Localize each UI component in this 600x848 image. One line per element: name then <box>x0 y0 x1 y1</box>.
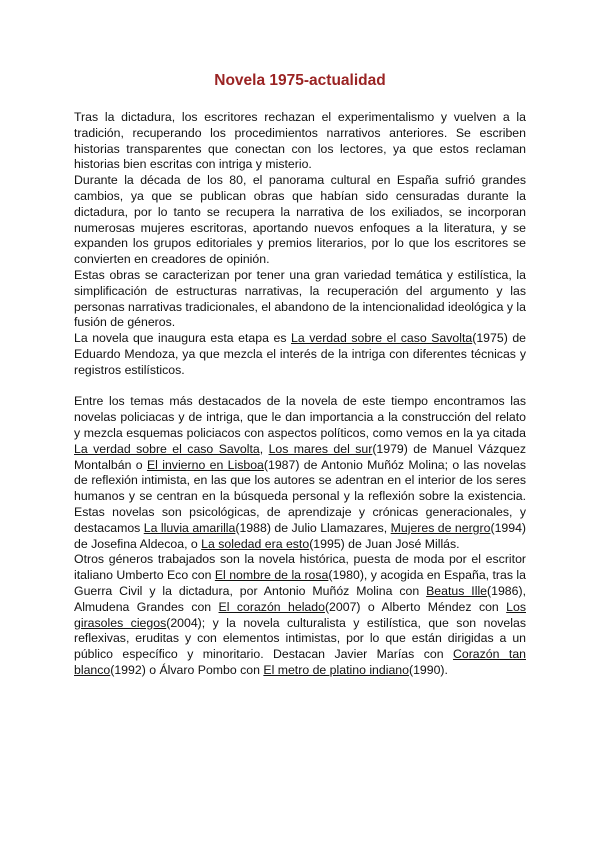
book-title: La soledad era esto <box>201 536 310 551</box>
book-title: Los mares del sur <box>268 441 373 456</box>
paragraph-text: Estas obras se caracterizan por tener una gran variedad temática y estilística, la simplificación de estructuras narrativas, la recuperación del argumento y las personas narrativas tradicionales, el abandono de la intencionalidad ideológica y la fusión de géneros. <box>74 267 526 330</box>
page-title: Novela 1975-actualidad <box>214 72 386 89</box>
paragraph <box>74 173 526 268</box>
book-title: Los girasoles ciegos <box>74 599 526 630</box>
paragraph-text: Durante la década de los 80, el panorama cultural en España sufrió grandes cambios, ya que se publican obras que habían sido censuradas durante la dictadura, por lo tanto se recupera la narrativa de los exiliados, se incorporan numerosas mujeres escritoras, aportando nuevos enfoques a la literatura, y se expanden los grupos editoriales y premios literarios, por lo que los escritores se convierten en creadores de opinión. <box>74 173 526 267</box>
book-title: El metro de platino indiano <box>263 662 409 677</box>
paragraph-text: (1995) de Juan José Millás. <box>309 536 460 551</box>
paragraph <box>74 110 526 173</box>
paragraph-text: (1988) de Julio Llamazares, <box>235 520 391 535</box>
paragraph-text: (1992) o Álvaro Pombo con <box>110 662 264 677</box>
paragraph-text: (1980), y acogida en España, tras la Guerra Civil y la dictadura, por Antonio Muñóz Molina con <box>74 568 526 598</box>
paragraph-text: (1975) de Eduardo Mendoza, ya que mezcla el interés de la intriga con diferentes técnicas y registros estilísticos. <box>74 331 527 377</box>
book-title: El invierno en Lisboa <box>146 457 264 472</box>
paragraph <box>74 394 526 552</box>
paragraph-text: (2004); y la novela culturalista y estilística, que son novelas reflexivas, eruditas y con elementos intimistas, por lo que están dirigidas a un público específico y minoritario. Destacan Javier Marías con <box>74 615 526 662</box>
paragraph-text: La novela que inaugura esta etapa es <box>74 331 291 346</box>
book-title: El nombre de la rosa <box>214 568 329 583</box>
book-title: El corazón helado <box>218 599 325 614</box>
document-body <box>74 110 526 679</box>
paragraph-text: Otros géneros trabajados son la novela histórica, puesta de moda por el escritor italiano Umberto Eco con <box>74 552 526 583</box>
book-title: Mujeres de nergro <box>390 520 491 535</box>
paragraph-text: (1986), Almudena Grandes con <box>74 583 526 614</box>
paragraph-text: (1994) de Josefina Aldecoa, o <box>74 520 527 551</box>
paragraph <box>74 331 526 378</box>
paragraph-text: Tras la dictadura, los escritores rechazan el experimentalismo y vuelven a la tradición, recuperando los procedimientos narrativos anteriores. Se escriben historias transparentes que conectan con los lectores, ya que estos reclaman historias bien escritas con intriga y misterio. <box>74 110 526 172</box>
book-title: Beatus Ille <box>426 583 488 598</box>
paragraph-text: (2007) o Alberto Méndez con <box>324 599 507 614</box>
book-title: Corazón tan blanco <box>74 647 526 677</box>
book-title: La verdad sobre el caso Savolta <box>74 441 260 456</box>
paragraph-text: (1987) de Antonio Muñóz Molina; o las novelas de reflexión intimista, en las que los autores se adentran en el interior de los seres humanos y se centran en la búsqueda personal y la reflexión sobre la existencia. Estas novelas son psicológicas, de aprendizaje y crónicas generacionales, y destacamos <box>74 457 526 535</box>
book-title: La lluvia amarilla <box>143 520 236 535</box>
paragraph <box>74 552 526 678</box>
paragraph <box>74 268 526 331</box>
book-title: La verdad sobre el caso Savolta <box>291 331 473 346</box>
paragraph-text: (1990). <box>408 662 448 677</box>
paragraph-text: (1979) de Manuel Vázquez Montalbán o <box>74 441 526 472</box>
paragraph-text: , <box>259 441 269 456</box>
paragraph-text: Entre los temas más destacados de la novela de este tiempo encontramos las novelas policiacas y de intriga, que le dan importancia a la construcción del relato y mezcla esquemas policiacos con aspectos políticos, como vemos en la ya citada <box>74 394 526 440</box>
